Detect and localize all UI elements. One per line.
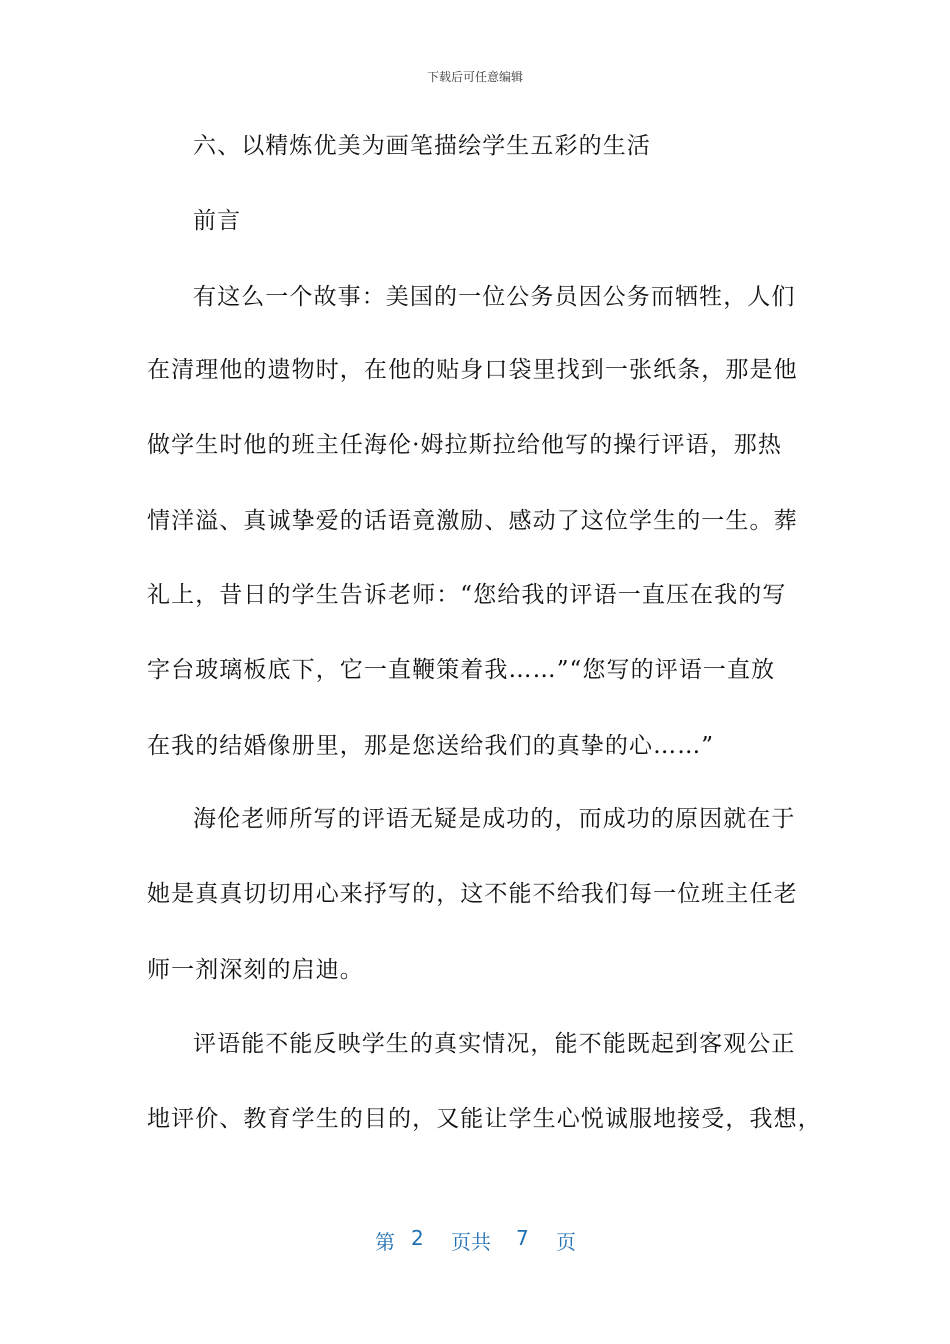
- paragraph-line: 地评价、教育学生的目的，又能让学生心悦诚服地接受，我想，: [147, 1106, 822, 1132]
- footer-total-pages: 7: [516, 1226, 529, 1250]
- footer-current-page: 2: [411, 1226, 424, 1250]
- footer-middle: 页共: [451, 1230, 491, 1254]
- paragraph-line: 做学生时他的班主任海伦·姆拉斯拉给他写的操行评语，那热: [147, 432, 783, 458]
- paragraph-line: 海伦老师所写的评语无疑是成功的，而成功的原因就在于: [193, 806, 796, 832]
- paragraph-line: 她是真真切切用心来抒写的，这不能不给我们每一位班主任老: [147, 881, 798, 907]
- paragraph-line: 字台玻璃板底下，它一直鞭策着我……”“您写的评语一直放: [147, 657, 776, 683]
- paragraph-line: 礼上，昔日的学生告诉老师：“您给我的评语一直压在我的写: [147, 582, 787, 608]
- header-note: 下载后可任意编辑: [426, 70, 523, 84]
- paragraph-line: 有这么一个故事：美国的一位公务员因公务而牺牲，人们: [193, 284, 796, 310]
- paragraph-line: 评语能不能反映学生的真实情况，能不能既起到客观公正: [193, 1031, 796, 1057]
- section-heading: 六、以精炼优美为画笔描绘学生五彩的生活: [193, 133, 651, 159]
- subheading-preface: 前言: [193, 208, 242, 234]
- footer-suffix: 页: [556, 1230, 576, 1254]
- paragraph-line: 情洋溢、真诚挚爱的话语竟激励、感动了这位学生的一生。葬: [147, 508, 798, 534]
- footer-prefix: 第: [375, 1230, 395, 1254]
- paragraph-line: 在清理他的遗物时，在他的贴身口袋里找到一张纸条，那是他: [147, 357, 798, 383]
- paragraph-line: 在我的结婚像册里，那是您送给我们的真挚的心……”: [147, 733, 715, 759]
- paragraph-line: 师一剂深刻的启迪。: [147, 957, 364, 983]
